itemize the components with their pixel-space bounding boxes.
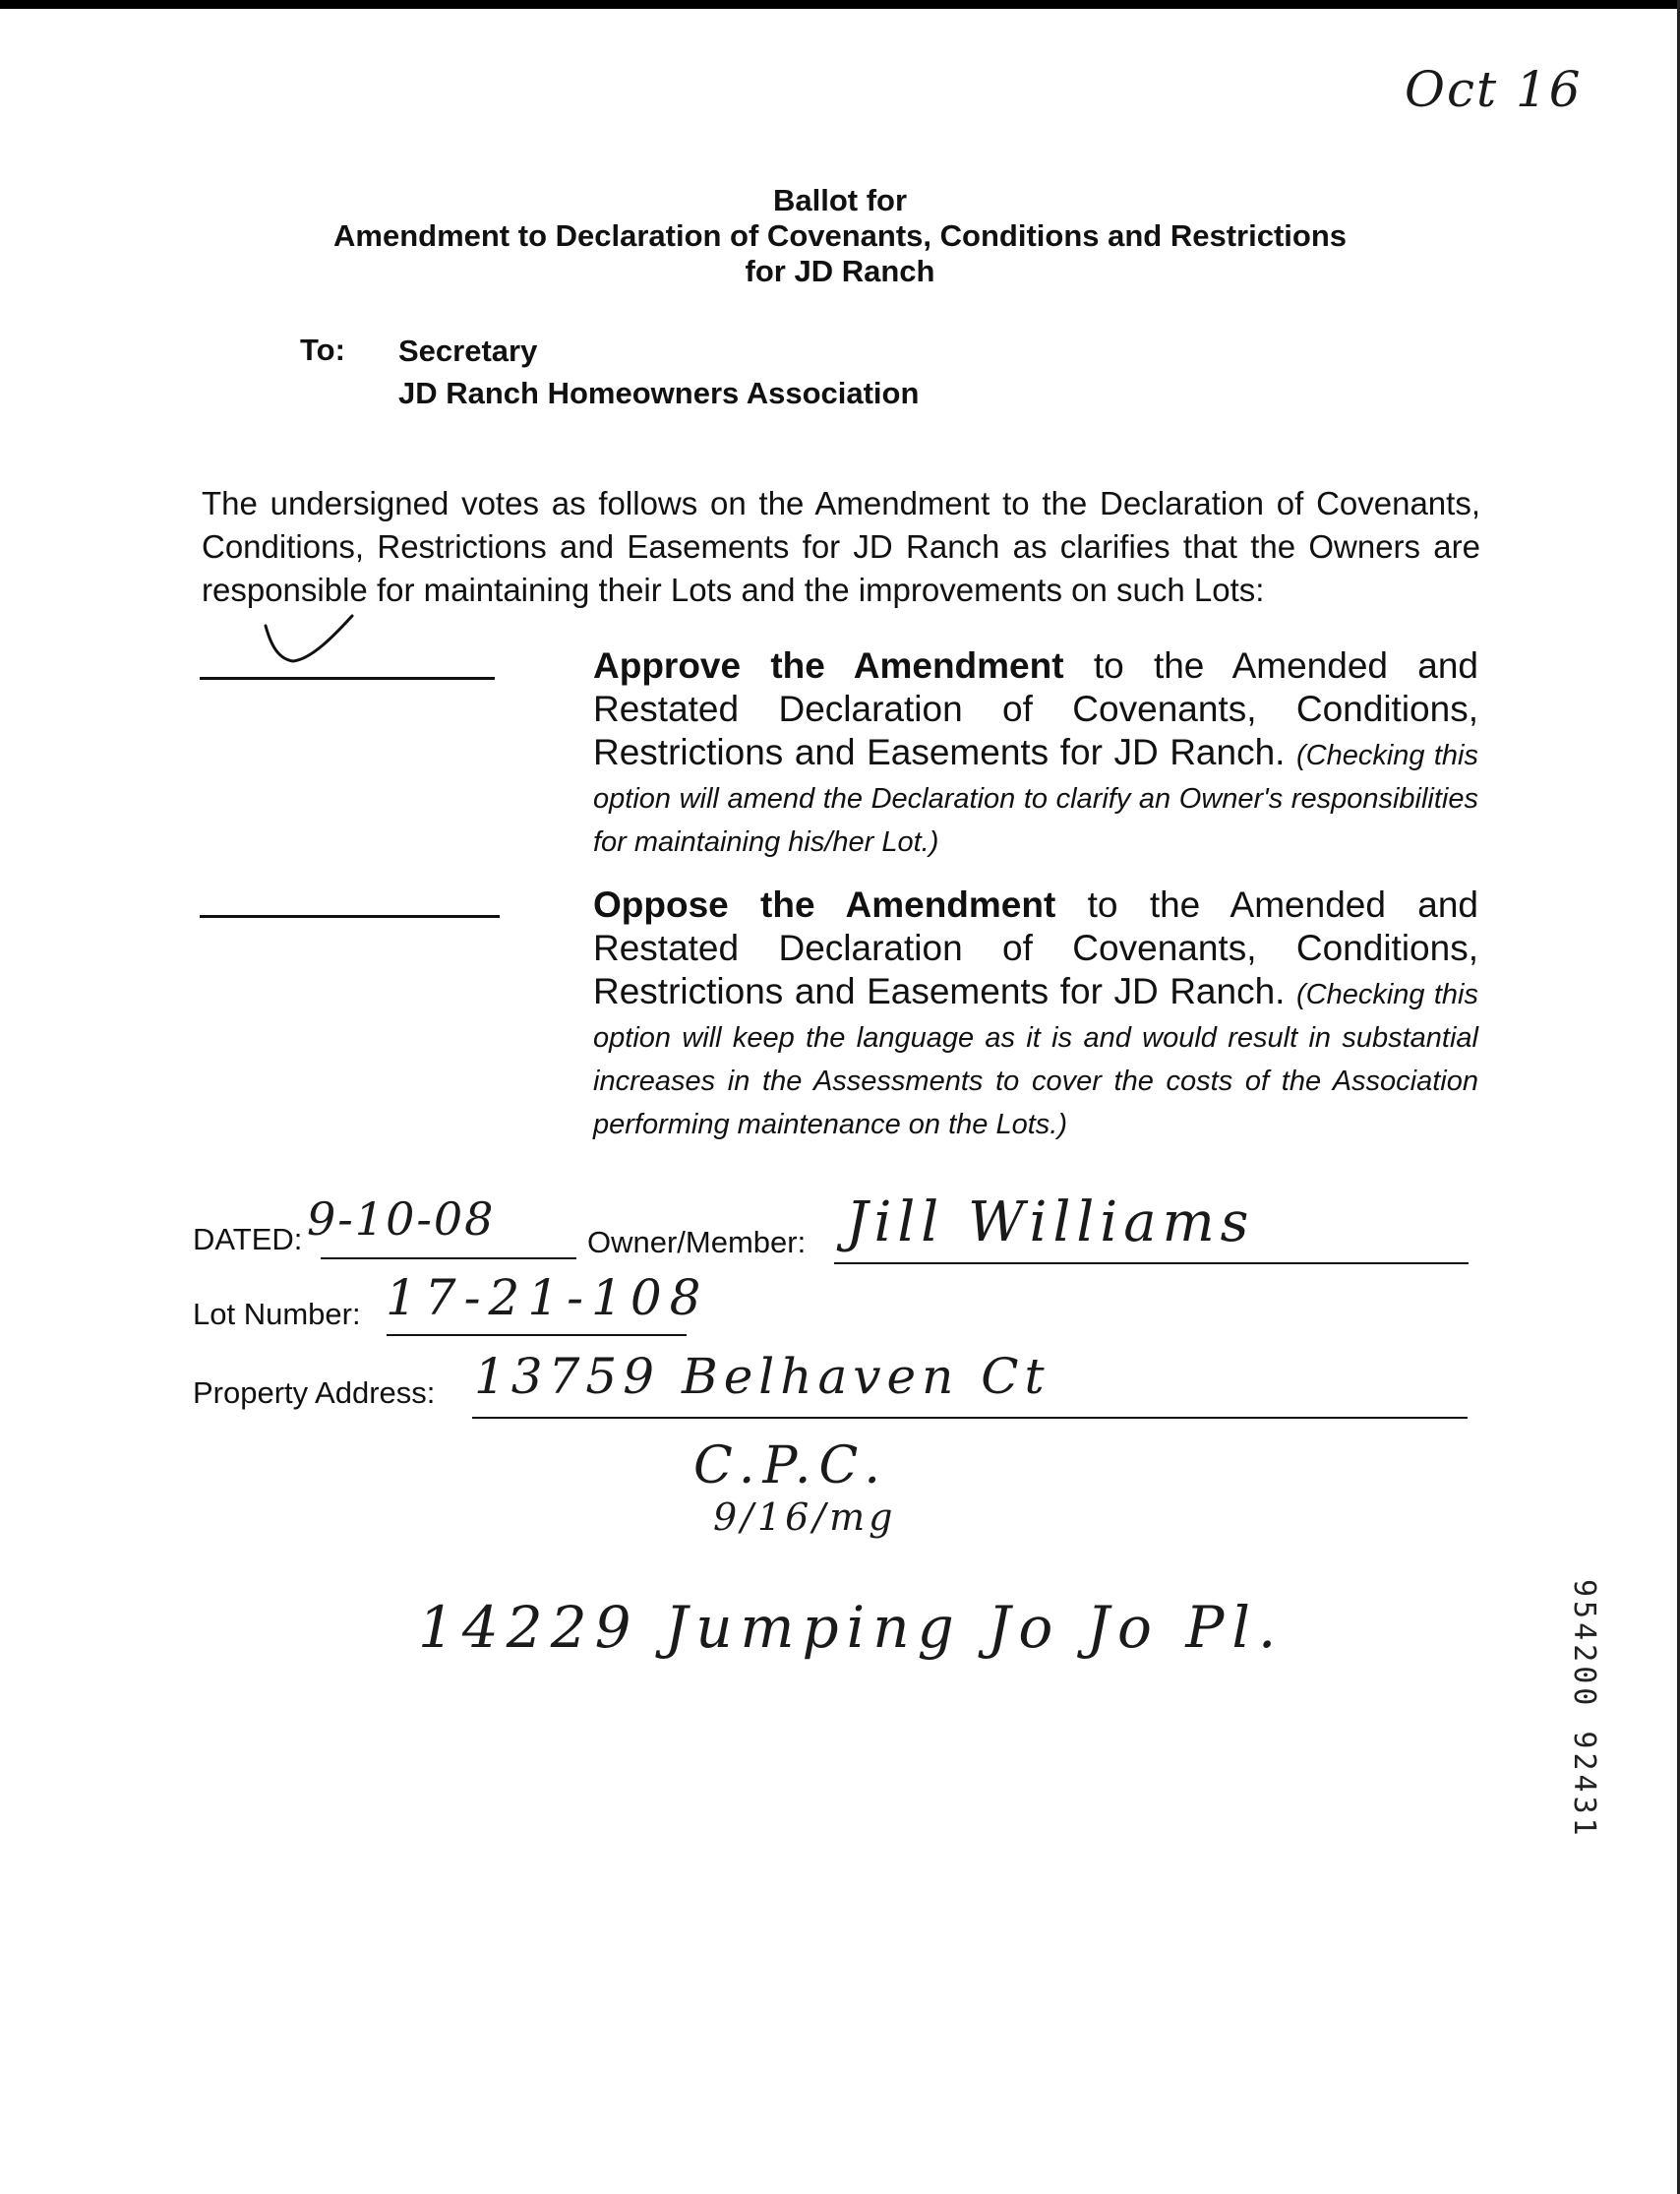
handwritten-address-note-2: 9/16/mg [713, 1495, 897, 1539]
oppose-option-note: (Checking this option will keep the language as it is and would result in substantial increases in the Assessments to cover the costs of the Association performing maintenance on the Lots.) [593, 979, 1478, 1140]
approve-option-text: to the Amended and Restated Declaration of Covenants, Conditions, Restrictions and Easements for JD Ranch. [593, 645, 1478, 772]
check-mark-icon [254, 608, 362, 677]
intro-paragraph: The undersigned votes as follows on the Amendment to the Declaration of Covenants, Conditions, Restrictions and Easements for JD Ranch as clarifies that the Owners are responsible for maintaining their Lots and the improvements on such Lots: [202, 485, 1480, 608]
ballot-title [0, 183, 1680, 289]
owner-signature[interactable]: Jill Williams [846, 1190, 1255, 1254]
dated-value[interactable]: 9-10-08 [307, 1192, 496, 1246]
handwritten-address-note-1: C.P.C. [693, 1436, 888, 1495]
approve-checkbox-line[interactable] [200, 677, 495, 680]
approve-option [593, 644, 1478, 861]
document-id-stamp: 954200 92431 [1567, 1579, 1601, 1840]
lot-number-value[interactable]: 17-21-108 [386, 1269, 709, 1326]
property-address-value[interactable]: 13759 Belhaven Ct [474, 1348, 1050, 1405]
dated-label: DATED: [193, 1222, 303, 1256]
scan-edge-top [0, 0, 1680, 9]
property-address-line [472, 1417, 1468, 1419]
oppose-option [593, 884, 1478, 1143]
title-line-2: Amendment to Declaration of Covenants, Conditions and Restrictions [333, 218, 1347, 253]
lot-number-line [387, 1334, 687, 1336]
approve-option-heading: Approve the Amendment [593, 645, 1064, 686]
dated-line [321, 1257, 576, 1259]
recipient-organization: JD Ranch Homeowners Association [398, 376, 920, 410]
to-label: To: [300, 333, 345, 367]
property-address-label: Property Address: [193, 1375, 436, 1410]
oppose-option-heading: Oppose the Amendment [593, 884, 1056, 925]
oppose-option-text: to the Amended and Restated Declaration of Covenants, Conditions, Restrictions and Easements for JD Ranch. [593, 884, 1478, 1011]
lot-number-label: Lot Number: [193, 1297, 361, 1331]
title-line-3: for JD Ranch [745, 254, 935, 288]
recipient-block [398, 330, 919, 414]
approve-option-note: (Checking this option will amend the Declaration to clarify an Owner's responsibilities for maintaining his/her Lot.) [593, 740, 1478, 858]
owner-member-line [834, 1262, 1469, 1264]
recipient-title: Secretary [398, 334, 538, 368]
oppose-checkbox-line[interactable] [200, 915, 500, 918]
handwritten-extra-address: 14229 Jumping Jo Jo Pl. [418, 1594, 1285, 1661]
handwritten-date-note: Oct 16 [1405, 61, 1583, 118]
owner-member-label: Owner/Member: [587, 1225, 807, 1259]
title-line-1: Ballot for [772, 183, 908, 217]
